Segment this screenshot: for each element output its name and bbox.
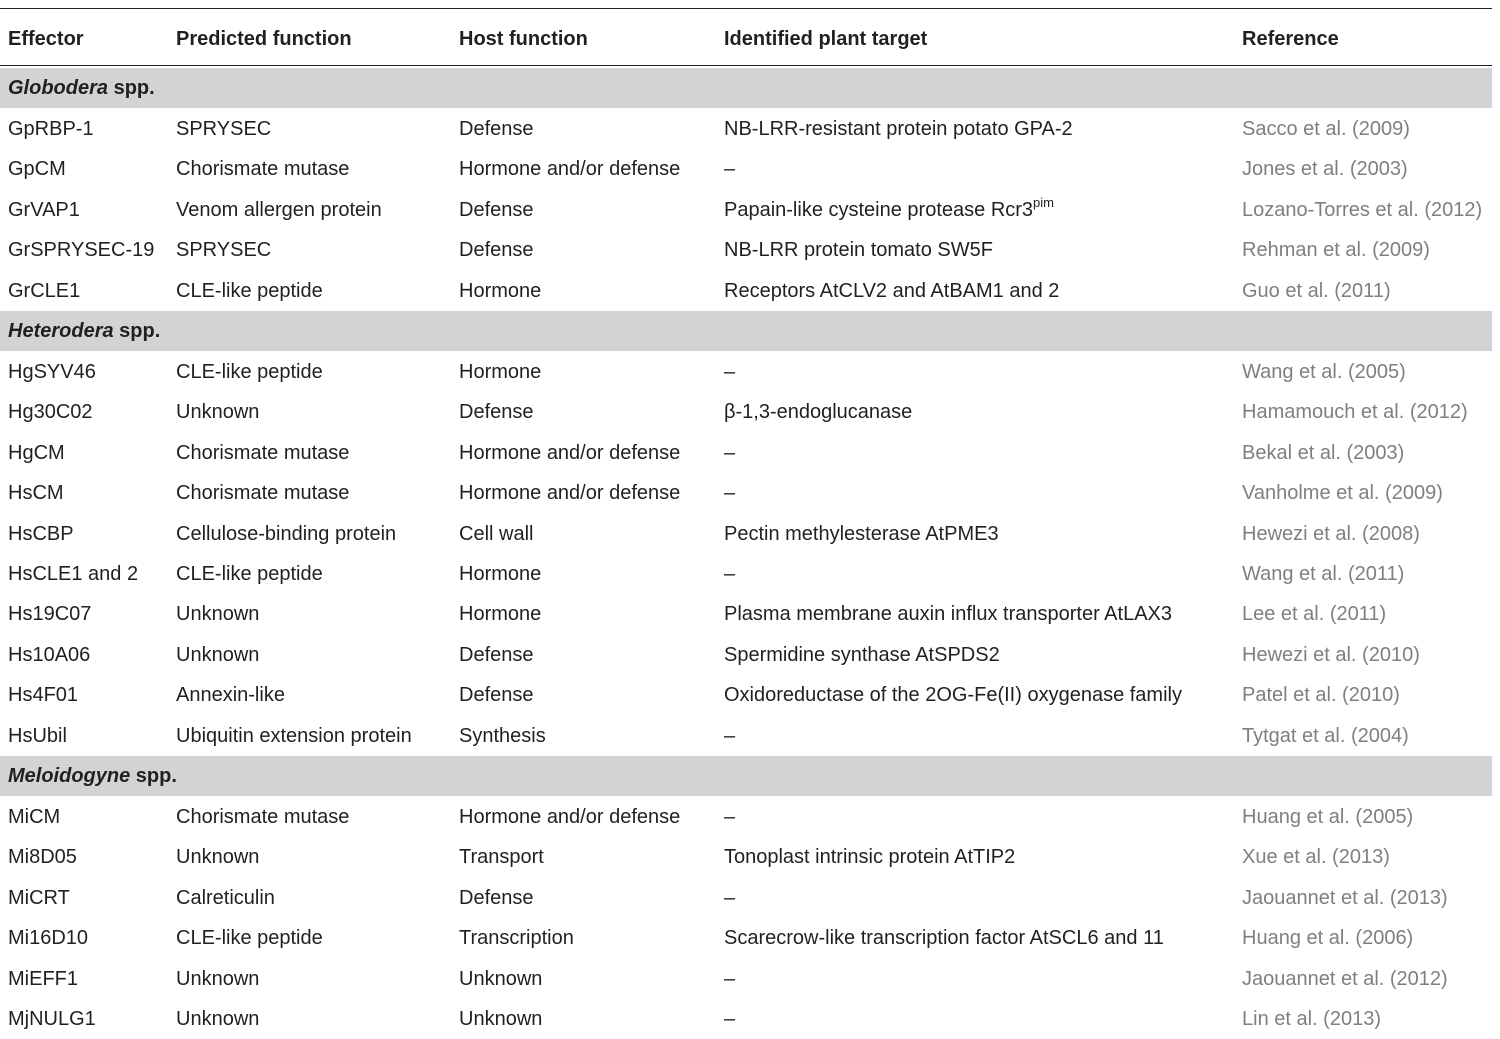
header-predicted-function: Predicted function — [176, 28, 352, 50]
genus-name: Heterodera — [8, 320, 114, 342]
table-row — [0, 514, 1492, 554]
effector-cell: GrVAP1 — [8, 198, 80, 221]
host-function-cell: Unknown — [459, 1008, 543, 1030]
group-label — [8, 77, 155, 100]
table-row — [0, 797, 1492, 837]
host-function-cell: Hormone and/or defense — [459, 806, 681, 828]
reference-cell: Hamamouch et al. (2012) — [1242, 401, 1468, 424]
host-function-cell: Defense — [459, 886, 534, 909]
effector-cell: GpRBP-1 — [8, 118, 94, 140]
host-function-cell: Transcription — [459, 927, 574, 950]
reference-cell: Hewezi et al. (2008) — [1242, 522, 1420, 545]
plant-target-cell: Receptors AtCLV2 and AtBAM1 and 2 — [724, 279, 1060, 302]
table-row — [0, 837, 1492, 877]
predicted-function-cell: CLE-like peptide — [176, 927, 323, 950]
plant-target-cell: Spermidine synthase AtSPDS2 — [724, 643, 1000, 666]
reference-cell: Lin et al. (2013) — [1242, 1008, 1381, 1030]
effector-cell: Mi16D10 — [8, 927, 89, 950]
predicted-function-cell: SPRYSEC — [176, 239, 272, 262]
table-row — [0, 675, 1492, 715]
genus-suffix: spp. — [108, 77, 155, 99]
effector-cell: MiCM — [8, 806, 61, 828]
table-row — [0, 999, 1492, 1039]
group-label — [8, 765, 177, 788]
host-function-cell: Unknown — [459, 967, 543, 990]
host-function-cell: Hormone — [459, 563, 542, 585]
reference-cell: Rehman et al. (2009) — [1242, 239, 1430, 262]
plant-target-cell: β-1,3-endoglucanase — [724, 401, 913, 424]
group-heterodera — [0, 311, 1492, 351]
reference-cell: Sacco et al. (2009) — [1242, 118, 1410, 140]
host-function-cell: Cell wall — [459, 522, 534, 545]
group-meloidogyne — [0, 756, 1492, 796]
plant-target-cell: – — [724, 724, 736, 747]
plant-target-cell: – — [724, 361, 736, 383]
top-rule — [0, 8, 1492, 9]
reference-cell: Lozano-Torres et al. (2012) — [1242, 198, 1483, 221]
host-function-cell: Transport — [459, 846, 544, 869]
predicted-function-cell: Unknown — [176, 401, 260, 424]
table-row — [0, 392, 1492, 432]
effector-cell: Hs4F01 — [8, 684, 79, 707]
group-label — [8, 320, 160, 343]
genus-name: Meloidogyne — [8, 765, 131, 787]
table-row — [0, 554, 1492, 594]
predicted-function-cell: Unknown — [176, 603, 260, 626]
table-row — [0, 959, 1492, 999]
effector-cell: HgSYV46 — [8, 361, 96, 383]
predicted-function-cell: Unknown — [176, 643, 260, 666]
plant-target-cell: Tonoplast intrinsic protein AtTIP2 — [724, 846, 1016, 869]
genus-name: Globodera — [8, 77, 109, 99]
plant-target-cell: – — [724, 886, 736, 909]
effector-cell: Hg30C02 — [8, 401, 93, 424]
host-function-cell: Hormone and/or defense — [459, 441, 681, 464]
reference-cell: Wang et al. (2005) — [1242, 361, 1406, 383]
reference-cell: Jones et al. (2003) — [1242, 158, 1408, 181]
predicted-function-cell: SPRYSEC — [176, 118, 272, 140]
plant-target-cell: Papain-like cysteine protease $Rcr3^{pim}$ — [724, 194, 1054, 221]
table-row — [0, 230, 1492, 270]
predicted-function-cell: Cellulose-binding protein — [176, 522, 397, 545]
reference-cell: Xue et al. (2013) — [1242, 846, 1390, 869]
host-function-cell: Defense — [459, 198, 534, 221]
effector-cell: HgCM — [8, 441, 65, 464]
predicted-function-cell: Annexin-like — [176, 684, 285, 707]
table-row — [0, 918, 1492, 958]
reference-cell: Huang et al. (2005) — [1242, 806, 1414, 828]
effector-cell: HsCBP — [8, 522, 74, 545]
plant-target-cell: – — [724, 441, 736, 464]
host-function-cell: Hormone and/or defense — [459, 158, 681, 181]
predicted-function-cell: Venom allergen protein — [176, 198, 382, 221]
reference-cell: Guo et al. (2011) — [1242, 279, 1391, 302]
table-row — [0, 594, 1492, 634]
effector-cell: Hs10A06 — [8, 643, 91, 666]
plant-target-cell: – — [724, 967, 736, 990]
table-row — [0, 190, 1492, 230]
reference-cell: Bekal et al. (2003) — [1242, 441, 1405, 464]
superscript: pim — [1033, 194, 1054, 210]
plant-target-cell: Pectin methylesterase AtPME3 — [724, 522, 999, 545]
host-function-cell: Defense — [459, 401, 534, 424]
host-function-cell: Hormone — [459, 603, 542, 626]
reference-cell: Tytgat et al. (2004) — [1242, 724, 1409, 747]
predicted-function-cell: Chorismate mutase — [176, 158, 350, 181]
table-row — [0, 878, 1492, 918]
effector-cell: MiEFF1 — [8, 967, 78, 990]
predicted-function-cell: Unknown — [176, 846, 260, 869]
group-globodera — [0, 68, 1492, 108]
table-row — [0, 635, 1492, 675]
plant-target-cell: – — [724, 158, 736, 181]
header-plant-target: Identified plant target — [724, 28, 928, 50]
host-function-cell: Defense — [459, 643, 534, 666]
table-row — [0, 149, 1492, 189]
host-function-cell: Hormone — [459, 361, 542, 383]
plant-target-cell: – — [724, 482, 736, 505]
header-effector: Effector — [8, 28, 84, 50]
reference-cell: Wang et al. (2011) — [1242, 563, 1405, 585]
predicted-function-cell: Calreticulin — [176, 886, 275, 909]
table-row — [0, 271, 1492, 311]
plant-target-cell: Plasma membrane auxin influx transporter AtLAX3 — [724, 603, 1172, 626]
predicted-function-cell: Unknown — [176, 967, 260, 990]
reference-cell: Huang et al. (2006) — [1242, 927, 1414, 950]
predicted-function-cell: Unknown — [176, 1008, 260, 1030]
effector-cell: GrCLE1 — [8, 279, 81, 302]
predicted-function-cell: CLE-like peptide — [176, 563, 323, 585]
genus-suffix: spp. — [130, 765, 177, 787]
table-row — [0, 109, 1492, 149]
host-function-cell: Hormone and/or defense — [459, 482, 681, 505]
table-row — [0, 433, 1492, 473]
predicted-function-cell: Chorismate mutase — [176, 441, 350, 464]
effector-cell: HsCM — [8, 482, 64, 505]
reference-cell: Jaouannet et al. (2013) — [1242, 886, 1448, 909]
plant-target-cell: Oxidoreductase of the 2OG-Fe(II) oxygenase family — [724, 684, 1182, 707]
effector-cell: GpCM — [8, 158, 66, 181]
predicted-function-cell: Chorismate mutase — [176, 482, 350, 505]
reference-cell: Vanholme et al. (2009) — [1242, 482, 1443, 505]
header-rule — [0, 65, 1492, 66]
effector-cell: HsUbil — [8, 724, 67, 747]
plant-target-cell: – — [724, 806, 736, 828]
host-function-cell: Defense — [459, 118, 534, 140]
header-host-function: Host function — [459, 28, 588, 50]
reference-cell: Lee et al. (2011) — [1242, 603, 1387, 626]
predicted-function-cell: CLE-like peptide — [176, 279, 323, 302]
table-row — [0, 716, 1492, 756]
plant-target-cell: – — [724, 1008, 736, 1030]
predicted-function-cell: Chorismate mutase — [176, 806, 350, 828]
effector-cell: HsCLE1 and 2 — [8, 563, 139, 585]
genus-suffix: spp. — [113, 320, 161, 342]
host-function-cell: Synthesis — [459, 724, 546, 747]
reference-cell: Hewezi et al. (2010) — [1242, 643, 1420, 666]
table-row — [0, 473, 1492, 513]
table-row — [0, 352, 1492, 392]
effector-cell: Mi8D05 — [8, 846, 77, 869]
header-reference: Reference — [1242, 28, 1339, 50]
effector-cell: MiCRT — [8, 886, 70, 909]
plant-target-cell: Scarecrow-like transcription factor AtSCL6 and 11 — [724, 927, 1164, 950]
reference-cell: Jaouannet et al. (2012) — [1242, 967, 1448, 990]
plant-target-cell: – — [724, 563, 736, 585]
plant-target-cell: NB-LRR-resistant protein potato GPA-2 — [724, 118, 1073, 140]
host-function-cell: Defense — [459, 239, 534, 262]
table-header — [0, 10, 1492, 65]
predicted-function-cell: Ubiquitin extension protein — [176, 724, 412, 747]
host-function-cell: Hormone — [459, 279, 542, 302]
plant-target-cell: NB-LRR protein tomato SW5F — [724, 239, 993, 262]
reference-cell: Patel et al. (2010) — [1242, 684, 1400, 707]
effector-cell: MjNULG1 — [8, 1008, 96, 1030]
host-function-cell: Defense — [459, 684, 534, 707]
effector-cell: GrSPRYSEC-19 — [8, 239, 155, 262]
predicted-function-cell: CLE-like peptide — [176, 361, 323, 383]
effector-cell: Hs19C07 — [8, 603, 92, 626]
